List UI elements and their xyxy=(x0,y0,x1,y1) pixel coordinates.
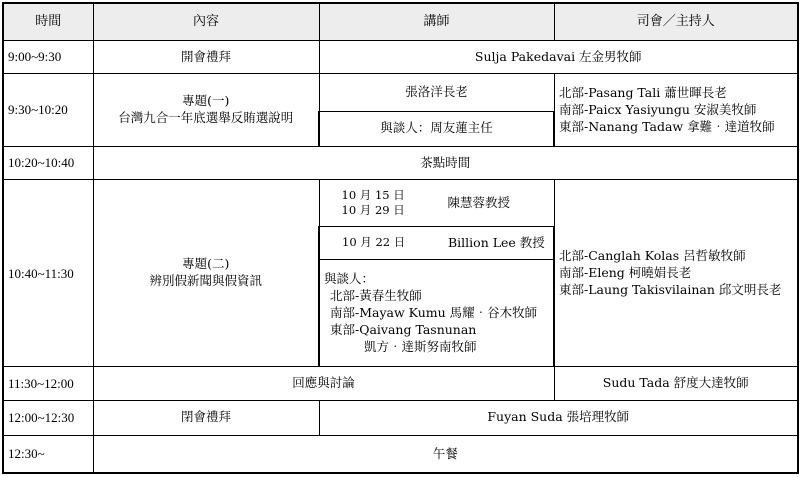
header-content: 內容 xyxy=(93,3,319,40)
discussant-cell xyxy=(319,260,554,367)
host-line: 南部-Eleng 柯曉娟長老 xyxy=(559,264,692,280)
topic-title: 專題(二) xyxy=(182,256,230,272)
host-line: 東部-Nanang Tadaw 拿難‧達道牧師 xyxy=(559,118,775,134)
time-cell: 10:20~10:40 xyxy=(3,146,93,179)
row-lunch xyxy=(3,435,798,473)
content-cell xyxy=(93,74,319,147)
header-speaker: 講師 xyxy=(319,3,554,40)
date-group xyxy=(324,188,550,219)
discussant-line: 凱方‧達斯努南牧師 xyxy=(364,338,477,354)
content-cell: 午餐 xyxy=(93,435,798,473)
row-topic1-a xyxy=(3,74,798,111)
time-cell: 10:40~11:30 xyxy=(3,180,93,367)
host-line: 東部-Laung Takisvilainan 邱文明長老 xyxy=(559,281,782,297)
content-cell: 回應與討論 xyxy=(93,367,554,400)
speaker-cell-a xyxy=(319,180,554,227)
host-cell: Sudu Tada 舒度大達牧師 xyxy=(554,367,798,400)
host-cell xyxy=(554,74,798,147)
speaker-host-cell: Fuyan Suda 張培理牧師 xyxy=(319,400,798,435)
time-cell: 9:30~10:20 xyxy=(3,74,93,147)
discussant-line: 東部-Qaivang Tasnunan xyxy=(330,321,477,337)
row-closing xyxy=(3,400,798,435)
header-host: 司會／主持人 xyxy=(554,3,798,40)
date-label: 10 月 29 日 xyxy=(341,203,405,218)
content-cell: 開會禮拜 xyxy=(93,40,319,73)
time-cell: 11:30~12:00 xyxy=(3,367,93,400)
date-group xyxy=(324,235,549,252)
speaker-name: 陳慧蓉教授 xyxy=(447,194,511,210)
discussant-line: 南部-Mayaw Kumu 馬耀‧谷木牧師 xyxy=(330,304,538,320)
time-cell: 12:00~12:30 xyxy=(3,400,93,435)
content-cell: 閉會禮拜 xyxy=(93,400,319,435)
date-list xyxy=(324,188,442,219)
speaker-cell-b xyxy=(319,227,554,260)
content-cell: 茶點時間 xyxy=(93,146,798,179)
row-qa xyxy=(3,367,798,400)
speaker-host-cell: Sulja Pakedavai 左金男牧師 xyxy=(319,40,798,73)
topic-title: 專題(一) xyxy=(182,93,230,109)
host-cell xyxy=(554,180,798,367)
date-label: 10 月 22 日 xyxy=(342,235,406,250)
time-cell: 9:00~9:30 xyxy=(3,40,93,73)
header-row xyxy=(3,3,798,40)
discussant-cell: 與談人：周友蓮主任 xyxy=(319,111,554,146)
host-line: 北部-Pasang Tali 蕭世暉長老 xyxy=(559,84,727,100)
time-cell: 12:30~ xyxy=(3,435,93,473)
schedule-table xyxy=(2,2,799,474)
header-time: 時間 xyxy=(3,3,93,40)
discussant-line: 北部-黃春生牧師 xyxy=(330,288,422,303)
topic-subtitle: 台灣九合一年底選舉反賄選說明 xyxy=(118,110,294,126)
row-tea xyxy=(3,146,798,179)
date-list xyxy=(324,235,442,251)
discussant-label: 與談人： xyxy=(324,271,375,287)
content-cell xyxy=(93,180,319,367)
host-line: 南部-Paicx Yasiyungu 安淑美牧師 xyxy=(559,101,757,117)
topic-subtitle: 辨別假新聞與假資訊 xyxy=(149,273,262,289)
speaker-name: Billion Lee 教授 xyxy=(448,234,545,250)
date-label: 10 月 15 日 xyxy=(341,187,405,202)
row-opening xyxy=(3,40,798,73)
row-topic2-a xyxy=(3,180,798,227)
host-line: 北部-Canglah Kolas 呂哲敏牧師 xyxy=(559,247,746,263)
speaker-cell: 張洛洋長老 xyxy=(319,74,554,111)
